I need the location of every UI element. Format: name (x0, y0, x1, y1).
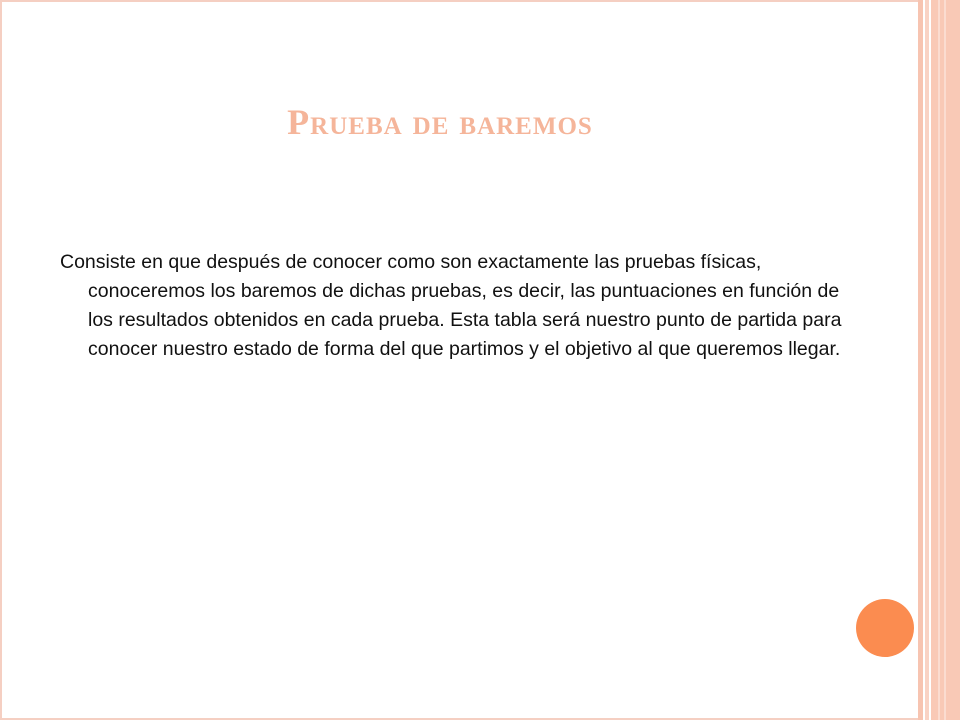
body-text: Consiste en que después de conocer como son exactamente las pruebas físicas, conoceremos los baremos de dichas pruebas, es decir, las puntuaciones en función de los resultados obtenidos en cada prueba. Esta tabla será nuestro punto de partida para conocer nuestro estado de forma del que partimos y el objetivo al que queremos llegar. (60, 251, 842, 360)
decorative-stripe (944, 0, 946, 720)
accent-circle (856, 599, 914, 657)
decorative-stripe (938, 0, 940, 720)
slide-title: Prueba de baremos (287, 102, 593, 142)
slide-border-top (0, 0, 920, 2)
